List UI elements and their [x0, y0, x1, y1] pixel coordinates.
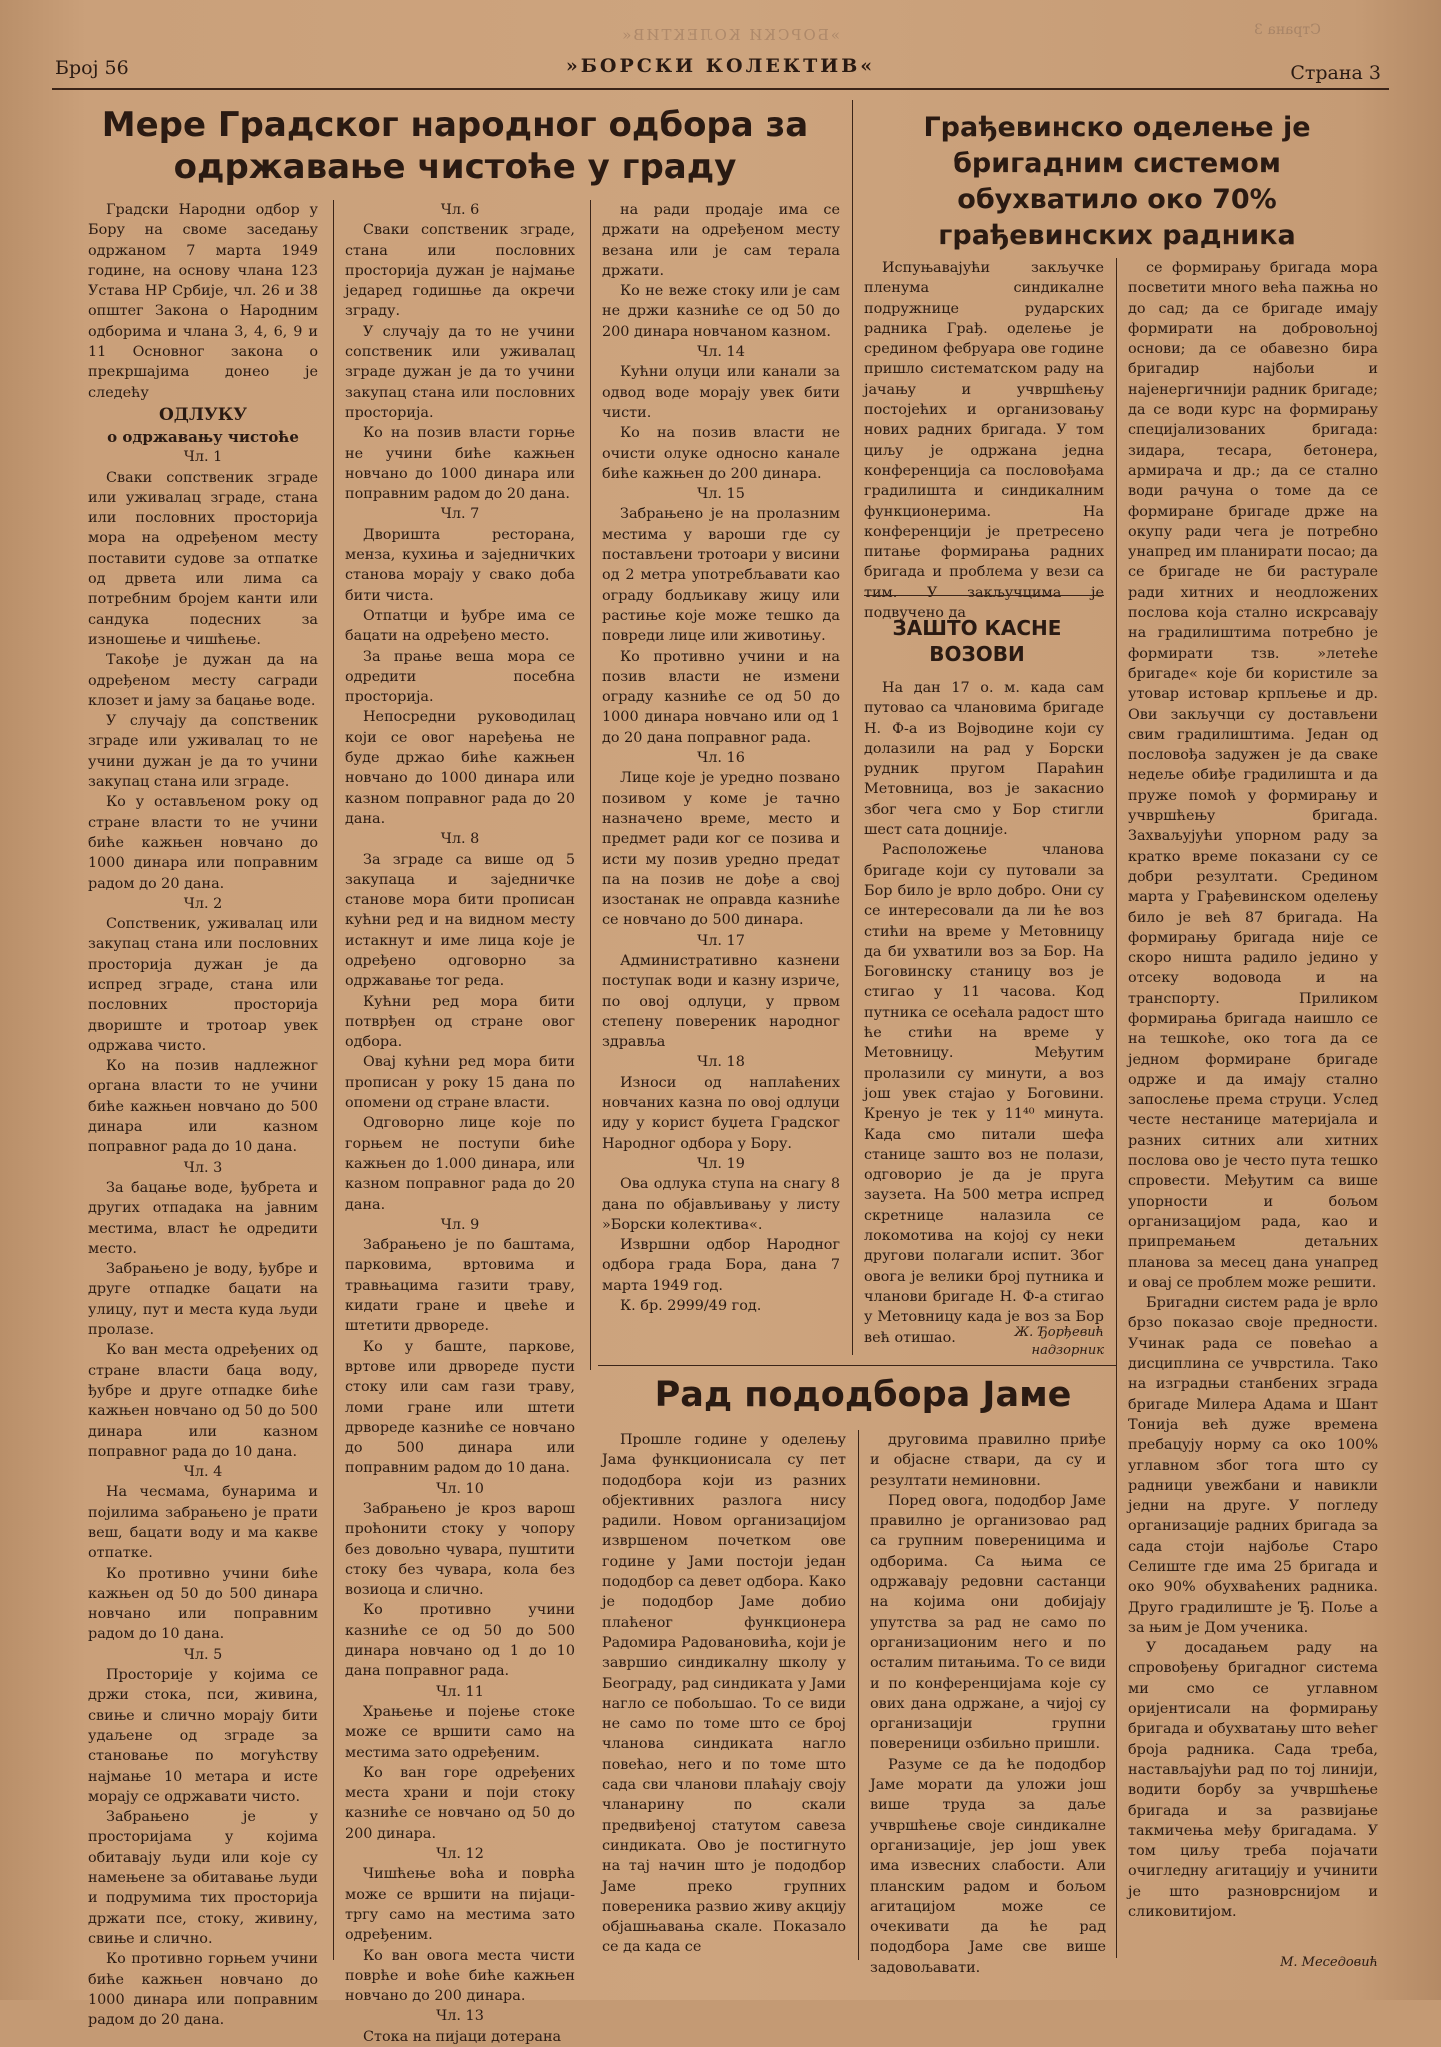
paragraph: Бригадни систем рада је врло брзо показао своје предности. Учинак рада се повећао а дисциплина се учврстила. Тако на изградњи станбених зграда бригаде Милера Адама и Шант Тонија већ дуже времена пребацују норму са око 100% углавном због тога што су радници увежбани и навикли једни на друге. У погледу организације радних бригада за сада стоји најбоље Старо Селиште где има 25 бригада и око 90% обухваћених радника. Друго градилиште је Ђ. Поље а за њим је Дом ученика. [1128, 1295, 1378, 1636]
article-heading: Чл. 14 [697, 344, 745, 361]
paragraph: Испуњавајући закључке пленума синдикалне подружнице рударских радника Грађ. оделење је средином фебруара ове године пришло систематском раду на јачању и учвршћењу постојећих и организовању нових радних бригада. У том циљу је одржана једна конференција са пословођама градилишта и синдикалним функционерима. На конференцији је претресено питање формирања радних бригада и проблема у вези са тим. У закључцима је подвучено да [864, 260, 1104, 622]
paragraph: ОДЛУКУ [158, 404, 247, 425]
paragraph: се формирању бригада мора посветити много већа пажња но до сад; да се бригаде имају формирати на добровољној основи; да се обавезно бира бригадир најбољи и најенергичнији радник бригаде; да се води курс на формирању специјализованих бригада: зидара, тесара, бетонера, армирача и др.; да се стално води рачуна о томе да се формиране бригаде држе на окупу ради чега је потребно унапред им планирати посао; да се бригаде не би растурале ради хитних и неодложених послова која стално искрсавају на градилиштима потребно је формирати тзв. »летеће бригаде« које би користиле за утовар истовар крпљење и др. Ови закључци су достављени свим градилиштима. Један од пословођа задужен је да сваке недеље обиђе градилишта и да пружe помоћ у формирању и учвршћењу бригада. Захваљујући упорном раду за кратко време показани су се добри резултати. Средином марта у Грађевинском оделењу било је већ 87 бригада. На формирању бригада није се скоро ништа радило једино у отсеку водовода и на транспорту. Приликом формирања бригада наишло се на тешкоће, око тога да се једном формиране бригаде одрже и да имају стално запослење према струци. Услед честе нестанице материјала и разних ситних али хитних послова ово је често пута тешко спровести. Међутим са више упорности и бољом организацијом рада, као и припремањем детаљних планова за месец дана унапред и овај се проблем може решити. [1128, 260, 1378, 1291]
article-heading: Чл. 6 [440, 202, 480, 218]
article-heading: Чл. 1 [183, 449, 223, 466]
paragraph: У случају да сопственик зграде или уживалац то не учини дужан је да то учини закупац стана или зграде. [88, 713, 318, 791]
paragraph: Стока на пијаци дотерана [363, 2028, 562, 2045]
mirrored-page-number: Страна 3 [1254, 22, 1321, 38]
paragraph: Прошле године у оделењу Јама функционисала су пет пододбора који из разних објективних разлога нису радили. Новом организацијом извршеном почетком ове године у Јами постоји један пододбор са девет одбора. Како је пододбор Јаме добио плаћеног функционера Радомира Радовановића, који је завршио синдикалну школу у Београду, рад синдиката у Јами нагло се побољшао. То се види не само по томе што се број чланова синдиката нагло повећао, него и по томе што сада сви чланови плаћају своју чланарину по скали предвиђеној статутом савеза синдиката. Ово је постигнуто на тај начин што је пододбор Јаме преко групних повереника развио живу акцију објашњавања скале. Показало се да када се [602, 1432, 846, 1956]
paragraph: Расположење чланова бригаде који су путовали за Бор било је врло добро. Они су се интересовали да ли ће воз стићи на време у Метовницу да би ухватили воз за Бор. На Боговинску станицу воз је стигао у 11 часова. Код путника се осећала радост што ће стићи на време у Метовницу. Међутим пролазили су минути, а воз још увек стајао у Боговини. Кренуо је тек у 11⁴⁰ минута. Када смо питали шефа станице зашто воз не полази, одговорио је да је пруга заузета. На 500 метра испред скретнице налазила се локомотива на којој су неки другови полагали испит. Због овога је велики број путника и чланови бригаде Н. Ф-а стигао у Метовницу када је воз за Бор већ отишао. [864, 842, 1104, 1346]
article-heading: Чл. 12 [436, 1846, 484, 1863]
headline-construction: Грађевинско оделење је бригадним системом обухватило око 70% грађевинских радника [923, 112, 1311, 251]
issue-number: Број 56 [55, 57, 129, 79]
paragraph: Забрањено је на пролазним местима у вароши где су постављени тротоари у висини од 2 метра употребљавати као ограду бодљикаву жицу или растиње које може тешко да повреди лице или животињу. [602, 506, 840, 645]
paragraph: Дворишта ресторана, менза, кухиња и заједничких станова морају у свако доба бити чиста. [345, 526, 575, 604]
paragraph: Забрањено је кроз варош проћонити стоку у чопору без довољно чувара, пуштити стоку без чувара, кола без возиоца и слично. [345, 1501, 575, 1599]
signature-role: надзорник [1031, 1343, 1104, 1358]
paragraph: Ко ван овога места чисти поврће и воће биће кажњен новчано до 200 динара. [345, 1947, 575, 2005]
mirrored-stamp: »БОРСКИ КОЛЕКТИВ« [620, 26, 840, 44]
paragraph: Кућни ред мора бити потврђен од стране овог одбора. [345, 993, 575, 1051]
paragraph: Износи од наплаћених новчаних казна по овој одлуци иду у корист буџета Градског Народног одбора у Бору. [602, 1074, 840, 1152]
paragraph: Просторије у којима се држи стока, пси, живина, свиње и слично морају бити удаљене од зграде за становање по могућству најмање 10 метара и исте морају се одржавати чисто. [88, 1667, 318, 1805]
paragraph: Забрањено је по баштама, парковима, вртовима и травњацима газити траву, кидати гране и цвеће и штетити дрвореде. [345, 1237, 575, 1335]
article-heading: Чл. 17 [697, 932, 745, 949]
paragraph: Разуме се да ће пододбор Јаме морати да уложи још више труда за даље учвршћење своје синдикалне организације, јер још увек има извесних слабости. Али планским радом и бољом агитацијом може се очекивати да ће рад пододбора Јаме све више задовољавати. [870, 1756, 1106, 1976]
paragraph: Ко противно учини и на позив власти не измени ограду казниће се од 50 до 1000 динара новчано или од 1 до 20 дана поправног рада. [602, 648, 840, 746]
article-heading: Чл. 9 [440, 1216, 480, 1233]
paragraph: друговима правилно приђе и објасне ствари, да су и резултати неминовни. [870, 1432, 1106, 1489]
paragraph: Кућни олуци или канали за одвод воде морају увек бити чисти. [602, 364, 840, 421]
paragraph: Административно казнени поступак води и казну изриче, по овој одлуци, у првом степену повереник народног здравља [602, 952, 840, 1051]
section-rule [598, 1365, 1116, 1366]
headline-cleanliness: Мере Градског народног одбора за одржавање чистоће у граду [101, 105, 809, 187]
paragraph: Ко ван места одређених од стране власти баца воду, ђубре и друге отпадке биће кажњен новчано од 50 до 500 динара или казном поправног рада до 10 дана. [88, 1342, 318, 1460]
article-heading: Чл. 10 [436, 1480, 484, 1497]
paragraph: Ко на позив власти горње не учини биће кажњен новчано до 1000 динара или поправним радом до 20 дана. [345, 425, 575, 503]
paragraph: Отпатци и ђубре има се бацати на одређено место. [345, 607, 575, 645]
paragraph: Такође је дужан да на одређеном месту сагради клозет и јаму за бацање воде. [88, 652, 318, 709]
paragraph: За зграде са више од 5 закупаца и заједничке станове мора бити прописан кућни ред и на видном месту истакнут и име лица које је одређено одговорно за одржавање тог реда. [345, 851, 575, 990]
paragraph: Забрањено је воду, ђубре и друге отпадке бацати на улицу, пут и места куда људи пролазе. [88, 1261, 318, 1339]
paragraph: Лице које је уредно позвано позивом у коме је тачно назначено време, место и предмет ради ког се позива и исти му позив уредно предат па на позив не дође а свој изостанак не оправда казниће се новчано до 500 динара. [602, 770, 840, 929]
article-heading: Чл. 13 [436, 2008, 484, 2025]
masthead: »БОРСКИ КОЛЕКТИВ« [565, 55, 876, 77]
paragraph: Ко не веже стоку или је сам не држи казниће се од 50 до 200 динара новчаном казном. [602, 283, 840, 340]
paragraph: Ко на позив власти не очисти олуке односно канале биће кажњен до 200 динара. [602, 425, 840, 482]
paragraph: За бацање воде, ђубрета и других отпадака на јавним местима, власт ће одредити место. [88, 1179, 318, 1257]
paragraph: На чесмама, бунарима и појилима забрањено је прати веш, бацати воду и ма какве отпатке. [88, 1484, 318, 1562]
article-cleanliness-column-2 [345, 200, 575, 2045]
paragraph: К. бр. 2999/49 год. [620, 1298, 762, 1315]
section-rule [864, 595, 1104, 596]
article-heading: Чл. 7 [440, 506, 480, 523]
paragraph: На дан 17 о. м. када сам путовао са члановима бригаде Н. Ф-а из Војводине који су долазили на рад у Борски рудник пругом Параћин Метовница, воз је закаснио због чега смо у Бор стигли шест сата доцније. [864, 680, 1104, 839]
article-heading: Чл. 15 [697, 486, 745, 503]
article-jama-column-1 [602, 1430, 846, 1960]
article-construction-column-2 [1128, 258, 1378, 1948]
paragraph: У случају да то не учини сопственик или уживалац зграде дужан је да то учини закупац стана или пословних просторија. [345, 323, 575, 421]
article-heading: Чл. 3 [183, 1159, 223, 1176]
column-divider [1116, 258, 1117, 1958]
column-divider [852, 100, 853, 1355]
article-heading: Чл. 18 [697, 1054, 745, 1071]
column-divider [333, 200, 334, 1960]
page-number: Страна 3 [1290, 62, 1381, 84]
article-heading: Чл. 8 [440, 831, 480, 848]
column-divider [858, 1430, 859, 1960]
paragraph: Непосредни руководилац који се овог наређења не буде држао биће кажњен новчано до 1000 динара или казном поправног рада до 20 дана. [345, 709, 575, 827]
paragraph: Ко у баште, паркове, вртове или дрвореде пусти стоку или сам гази траву, ломи гране или штети дрвореде казниће се новчано до 500 динара или поправним радом до 10 дана. [345, 1338, 575, 1477]
article-heading: Чл. 5 [183, 1646, 223, 1663]
article-heading: Чл. 11 [436, 1683, 484, 1700]
paragraph: на ради продаје има се држати на одређеном месту везана или је сам терала држати. [602, 202, 840, 279]
article-heading: Чл. 19 [697, 1155, 745, 1172]
paragraph: Поред овога, пододбор Јаме правилно је организовао рад са групним повереницима и одборима. Са њима се одржавају редовни састанци на којима они добијају упутства за рад не само по организационим него и по осталим питањима. То се види и по конференцијама које су ових дана одржане, а чијој су организацији групни повереници озбиљно пришли. [870, 1492, 1106, 1753]
paragraph: Ко противно горњем учини биће кажњен новчано до 1000 динара или поправним радом до 20 дана. [88, 1951, 318, 2029]
paragraph: За прање веша мора се одредити посебна просторија. [345, 648, 575, 706]
paragraph: Ко ван горе одређених места храни и поји стоку казниће се новчано од 50 до 200 динара. [345, 1764, 575, 1842]
paragraph: У досадањем раду на спровођењу бригадног система ми смо се углавном оријентисали на формирању бригада и обухватању што већег броја радника. Сада треба, настављајући рад по тој линији, водити борбу за учвршћење бригада и за развијање такмичења међу бригадама. У том циљу треба појачати очигледну агитацију и учинити је што разноврснијом и сликовитијом. [1128, 1640, 1378, 1921]
paragraph: Сваки сопственик зграде или уживалац зграде, стана или пословних просторија мора на одређеном месту поставити судове за отпатке од дрвета или лима са потребним бројем канти или сандука подесних за изношење и чишћење. [88, 469, 318, 648]
paragraph: Сваки сопственик зграде, стана или пословних просторија дужан је најмање једаред годишње да окречи зграду. [345, 222, 575, 320]
paragraph: Ко у остављеном року од стране власти то не учини биће кажњен новчано до 1000 динара или поправним радом до 20 дана. [88, 794, 318, 892]
paragraph: Ова одлука ступа на снагу 8 дана по објављивању у листу »Борски колектива«. [602, 1176, 840, 1233]
paragraph: Градски Народни одбор у Бору на своме заседању одржаном 7 марта 1949 године, на основу члана 123 Устава НР Србије, чл. 26 и 38 општег Закона о Народним одборима и члана 3, 4, 6, 9 и 11 Основног закона о прекршајима донео је следећу [88, 202, 318, 401]
paragraph: Овај кућни ред мора бити прописан у року 15 дана по опомени од стране власти. [345, 1054, 575, 1112]
signature-meseдovic: М. Меседовић [1280, 1955, 1378, 1970]
article-jama-column-2 [870, 1430, 1106, 1976]
paragraph: Ко противно учини казниће се од 50 до 500 динара новчано од 1 до 10 дана поправног рада. [345, 1602, 575, 1680]
paragraph: Сопственик, уживалац или закупац стана или пословних просторија дужан је да испред зграде, стана или пословних просторија двориште и тротоар увек одржава чисто. [88, 916, 318, 1054]
paragraph: о одржавању чистоће [107, 427, 299, 446]
paragraph: Ко противно учини биће кажњен од 50 до 500 динара новчано или поправним радом до 10 дана. [88, 1565, 318, 1643]
paragraph: Забрањено је у просторијама у којима обитавају људи или које су намењене за обитавање људи и подрумима тих просторија држати псе, стоку, живину, свиње и слично. [88, 1809, 318, 1947]
article-heading: Чл. 2 [183, 895, 223, 912]
column-divider [590, 200, 591, 1370]
headline-trains-late: ЗАШТО КАСНЕ ВОЗОВИ [892, 616, 1062, 666]
headline-jama-subcommittee: Рад пододбора Јаме [654, 1375, 1072, 1415]
paragraph: Ко на позив надлежног органа власти то не учини биће кажњен новчано до 500 динара или казном поправног рада до 10 дана. [88, 1058, 318, 1156]
article-construction-column-1 [864, 258, 1104, 622]
signature-djordjevic: Ж. Ђорђевић [1014, 1325, 1104, 1340]
article-heading: Чл. 16 [697, 750, 745, 767]
paragraph: Одговорно лице које по горњем не поступи биће кажњен до 1.000 динара, или казном поправног рада до 20 дана. [345, 1115, 575, 1213]
article-heading: Чл. 4 [183, 1464, 223, 1481]
article-cleanliness-column-1 [88, 200, 318, 2029]
paragraph: Храњење и појење стоке може се вршити само на местима зато одређеним. [345, 1703, 575, 1761]
paragraph: Извршни одбор Народног одбора града Бора, дана 7 марта 1949 год. [602, 1237, 840, 1294]
article-cleanliness-column-3 [602, 200, 840, 1360]
header-rule [52, 88, 1389, 90]
paragraph: Чишћење воћа и поврћа може се вршити на пијаци-тргу само на местима зато одређеним. [345, 1866, 575, 1944]
